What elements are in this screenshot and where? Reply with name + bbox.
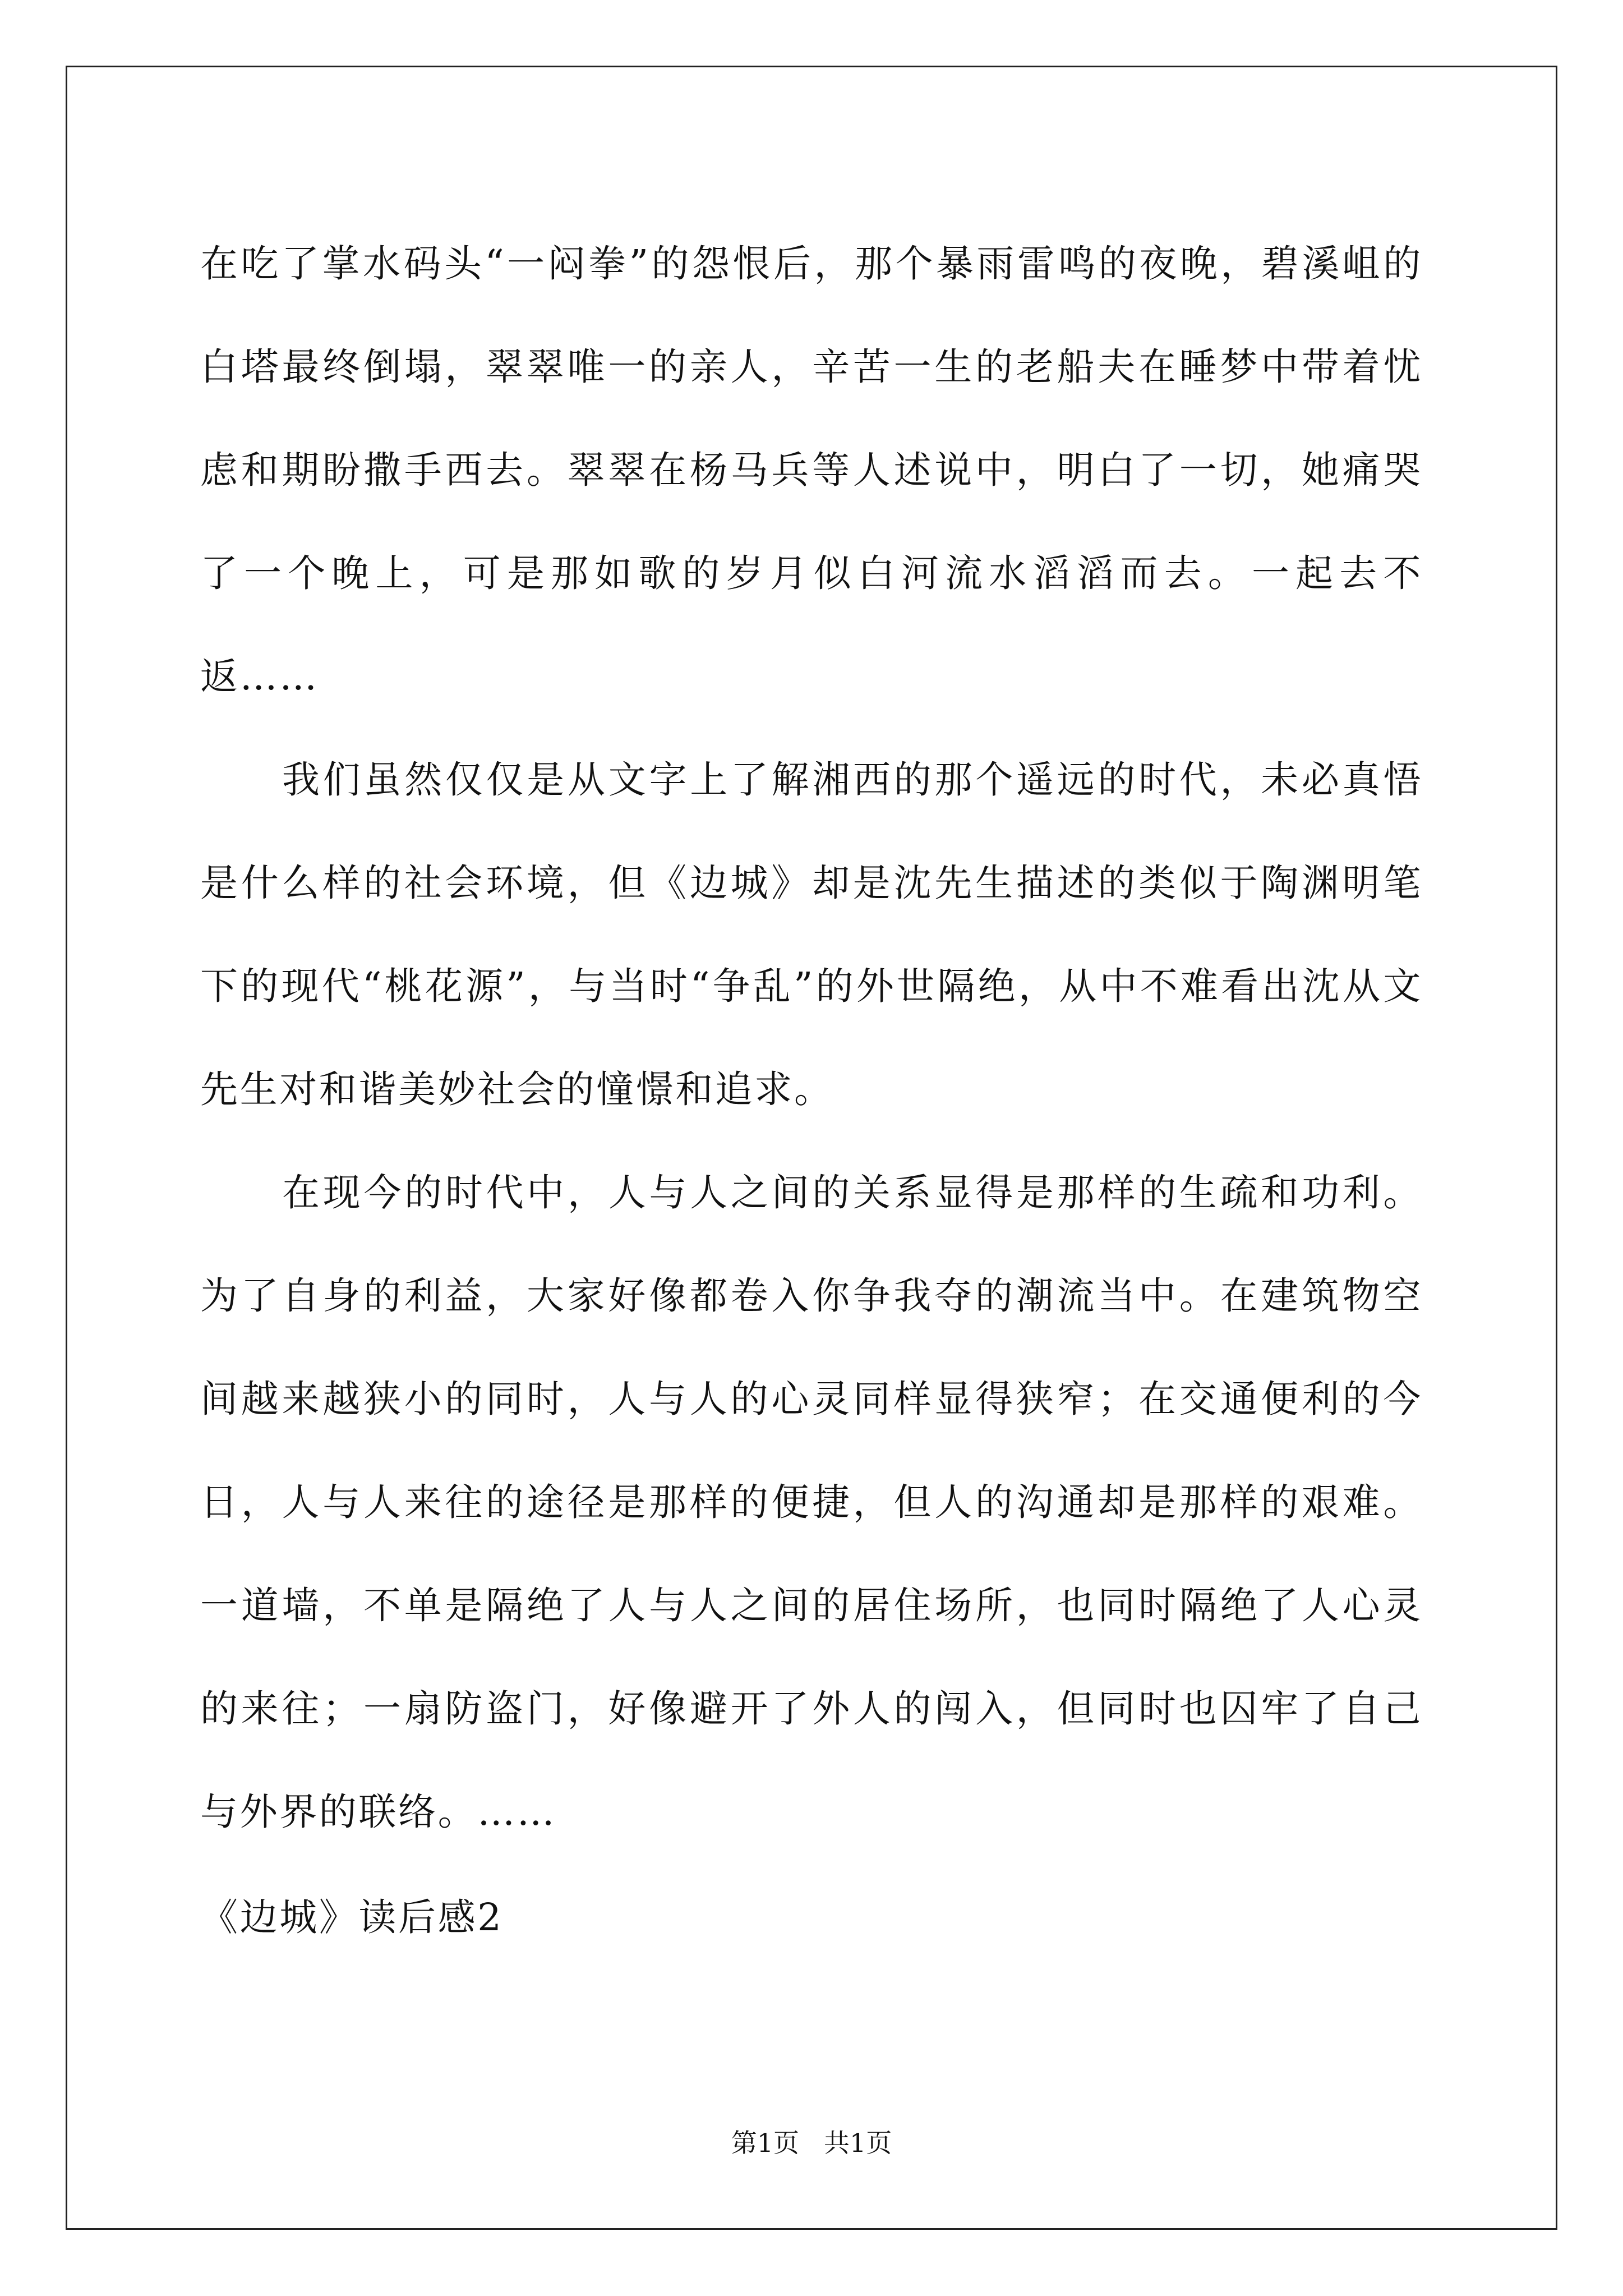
document-body — [200, 212, 1423, 1969]
page-footer — [0, 2126, 1623, 2160]
paragraph-2: 我们虽然仅仅是从文字上了解湘西的那个遥远的时代，未必真悟是什么样的社会环境，但《边城》却是沈先生描述的类似于陶渊明笔下的现代“桃花源”，与当时“争乱”的外世隔绝，从中不难看出沈从文先生对和谐美妙社会的憧憬和追求。 — [200, 758, 1423, 1111]
paragraph-1: 在吃了掌水码头“一闷拳”的怨恨后，那个暴雨雷鸣的夜晚，碧溪岨的白塔最终倒塌，翠翠唯一的亲人，辛苦一生的老船夫在睡梦中带着忧虑和期盼撒手西去。翠翠在杨马兵等人述说中，明白了一切，她痛哭了一个晚上，可是那如歌的岁月似白河流水滔滔而去。一起去不返…… — [200, 242, 1423, 698]
paragraph-3: 在现今的时代中，人与人之间的关系显得是那样的生疏和功利。为了自身的利益，大家好像都卷入你争我夺的潮流当中。在建筑物空间越来越狭小的同时，人与人的心灵同样显得狭窄；在交通便利的今日，人与人来往的途径是那样的便捷，但人的沟通却是那样的艰难。一道墙，不单是隔绝了人与人之间的居住场所，也同时隔绝了人心灵的来往；一扇防盗门，好像避开了外人的闯入，但同时也囚牢了自己与外界的联络。…… — [200, 1171, 1423, 1834]
section-heading: 《边城》读后感2 — [200, 1895, 504, 1939]
page-number: 第1页 — [731, 2128, 800, 2158]
page-total: 共1页 — [823, 2128, 892, 2158]
